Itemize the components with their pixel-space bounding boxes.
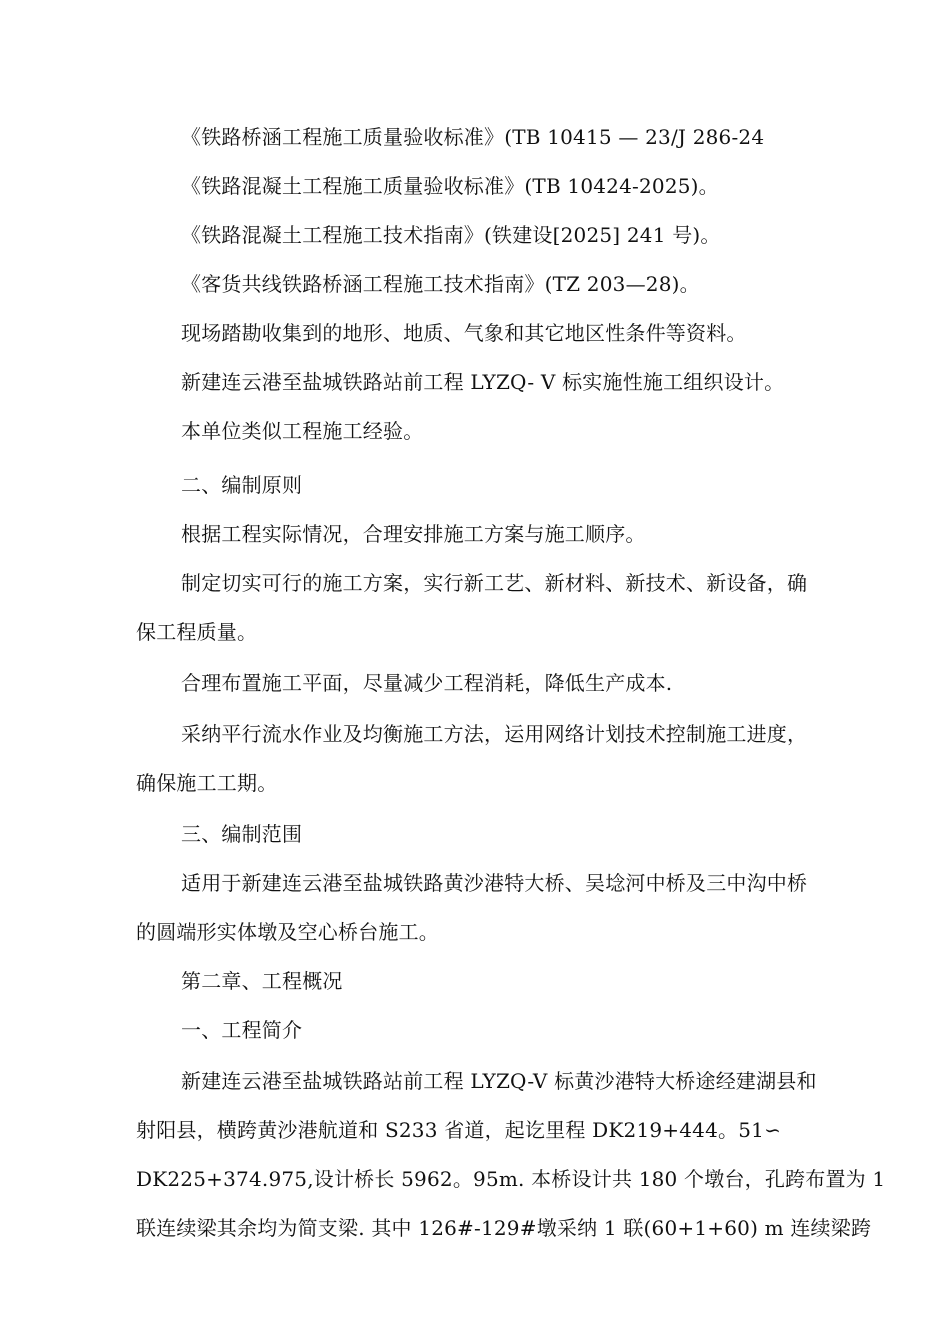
paragraph-line: 射阳县，横跨黄沙港航道和 S233 省道，起讫里程 DK219+444。51∽	[136, 1118, 782, 1142]
paragraph-line: DK225+374.975,设计桥长 5962。95m. 本桥设计共 180 个墩台，孔跨布置为 1	[136, 1167, 886, 1191]
paragraph-ref-concrete-guide	[136, 211, 848, 260]
paragraph-ref-bridge-standard	[136, 113, 848, 162]
paragraph-experience	[136, 407, 848, 456]
paragraph-line: 根据工程实际情况，合理安排施工方案与施工顺序。	[181, 522, 646, 546]
paragraph-ref-bridge-guide	[136, 260, 848, 309]
section-heading: 三、编制范围	[181, 822, 303, 846]
paragraph-construction-design	[136, 358, 848, 407]
paragraph-principle-4	[136, 710, 848, 808]
paragraph-scope	[136, 859, 848, 957]
section-heading-scope	[136, 810, 848, 859]
paragraph-bridge-description	[136, 1057, 886, 1253]
paragraph-line: 新建连云港至盐城铁路站前工程 LYZQ-V 标黄沙港特大桥途经建湖县和	[181, 1069, 817, 1093]
paragraph-line: 确保施工工期。	[136, 771, 278, 795]
section-heading: 二、编制原则	[181, 473, 303, 497]
paragraph-line: 适用于新建连云港至盐城铁路黄沙港特大桥、吴埝河中桥及三中沟中桥	[181, 871, 808, 895]
paragraph-line: 本单位类似工程施工经验。	[181, 419, 424, 443]
paragraph-line: 《铁路桥涵工程施工质量验收标准》(TB 10415 — 23/J 286-24	[181, 125, 765, 149]
chapter-heading-overview	[136, 957, 848, 1006]
paragraph-site-survey	[136, 309, 848, 358]
paragraph-line: 保工程质量。	[136, 620, 258, 644]
paragraph-principle-3	[136, 659, 848, 708]
paragraph-line: 联连续梁其余均为简支梁. 其中 126#-129#墩采纳 1 联(60+1+60) m 连续梁跨	[136, 1216, 872, 1240]
paragraph-line: 制定切实可行的施工方案，实行新工艺、新材料、新技术、新设备，确	[181, 571, 808, 595]
paragraph-line: 的圆端形实体墩及空心桥台施工。	[136, 920, 439, 944]
paragraph-line: 合理布置施工平面，尽量减少工程消耗，降低生产成本.	[181, 671, 673, 695]
paragraph-principle-2	[136, 559, 848, 657]
section-heading: 一、工程简介	[181, 1018, 303, 1042]
paragraph-line: 《铁路混凝土工程施工技术指南》(铁建设[2025] 241 号)。	[181, 223, 721, 247]
paragraph-line: 现场踏勘收集到的地形、地质、气象和其它地区性条件等资料。	[181, 321, 747, 345]
section-heading-principles	[136, 461, 848, 510]
paragraph-line: 采纳平行流水作业及均衡施工方法，运用网络计划技术控制施工进度，	[181, 722, 808, 746]
paragraph-principle-1	[136, 510, 848, 559]
section-heading-introduction	[136, 1006, 848, 1055]
chapter-heading: 第二章、工程概况	[181, 969, 343, 993]
paragraph-line: 新建连云港至盐城铁路站前工程 LYZQ- V 标实施性施工组织设计。	[181, 370, 785, 394]
paragraph-ref-concrete-standard	[136, 162, 848, 211]
paragraph-line: 《铁路混凝土工程施工质量验收标准》(TB 10424-2025)。	[181, 174, 719, 198]
paragraph-line: 《客货共线铁路桥涵工程施工技术指南》(TZ 203—28)。	[181, 272, 700, 296]
